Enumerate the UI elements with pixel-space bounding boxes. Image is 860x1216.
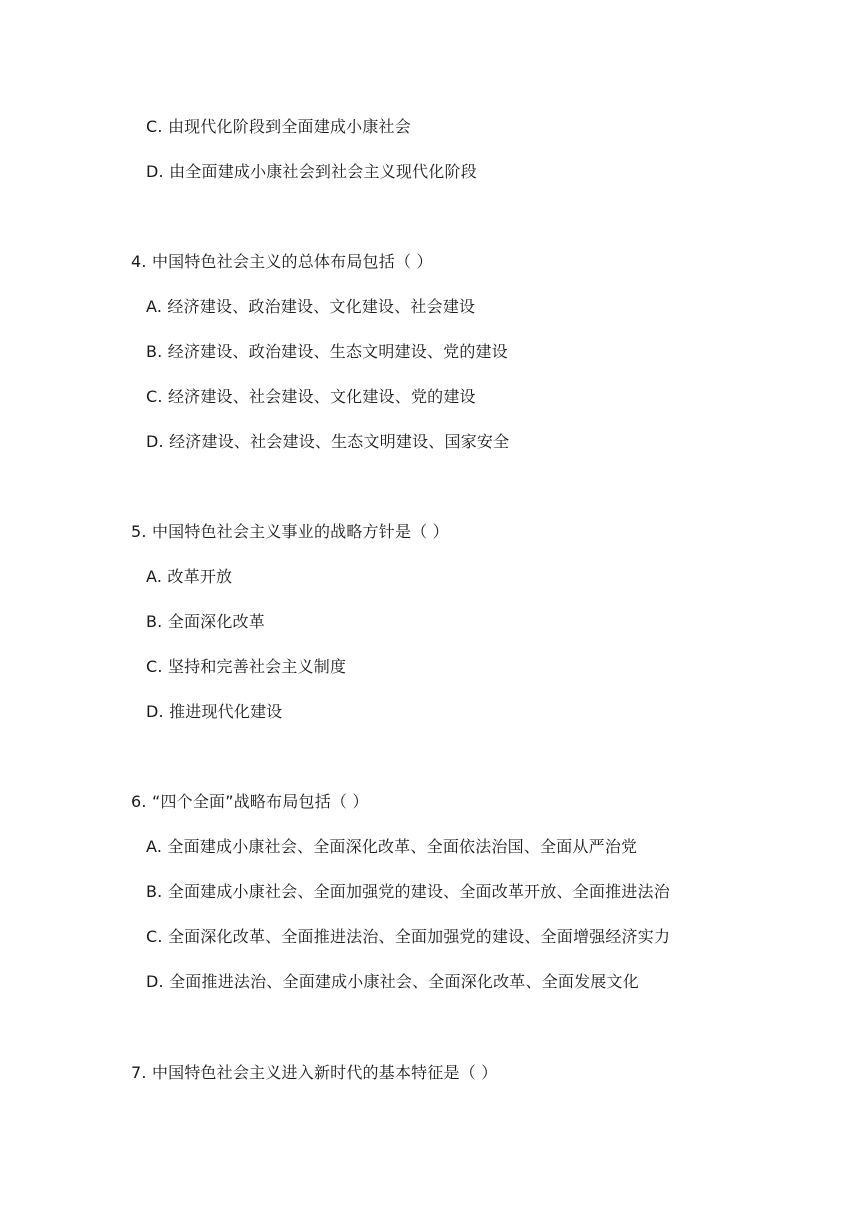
q5-option-c: C. 坚持和完善社会主义制度 [146,657,347,676]
question-4: 4. 中国特色社会主义的总体布局包括（ ） [131,252,433,271]
q3-option-c: C. 由现代化阶段到全面建成小康社会 [146,117,411,136]
q5-option-a: A. 改革开放 [146,567,233,586]
q4-option-c: C. 经济建设、社会建设、文化建设、党的建设 [146,387,476,406]
question-5: 5. 中国特色社会主义事业的战略方针是（ ） [131,522,449,541]
q4-option-a: A. 经济建设、政治建设、文化建设、社会建设 [146,297,476,316]
q6-option-b: B. 全面建成小康社会、全面加强党的建设、全面改革开放、全面推进法治 [146,882,670,901]
q4-option-d: D. 经济建设、社会建设、生态文明建设、国家安全 [146,432,510,451]
q5-option-b: B. 全面深化改革 [146,612,265,631]
question-6: 6. “四个全面”战略布局包括（ ） [131,792,369,811]
q3-option-d: D. 由全面建成小康社会到社会主义现代化阶段 [146,162,477,181]
question-7: 7. 中国特色社会主义进入新时代的基本特征是（ ） [131,1063,498,1082]
q6-option-a: A. 全面建成小康社会、全面深化改革、全面依法治国、全面从严治党 [146,837,638,856]
q4-option-b: B. 经济建设、政治建设、生态文明建设、党的建设 [146,342,508,361]
q6-option-c: C. 全面深化改革、全面推进法治、全面加强党的建设、全面增强经济实力 [146,927,671,946]
q5-option-d: D. 推进现代化建设 [146,702,283,721]
q6-option-d: D. 全面推进法治、全面建成小康社会、全面深化改革、全面发展文化 [146,972,639,991]
